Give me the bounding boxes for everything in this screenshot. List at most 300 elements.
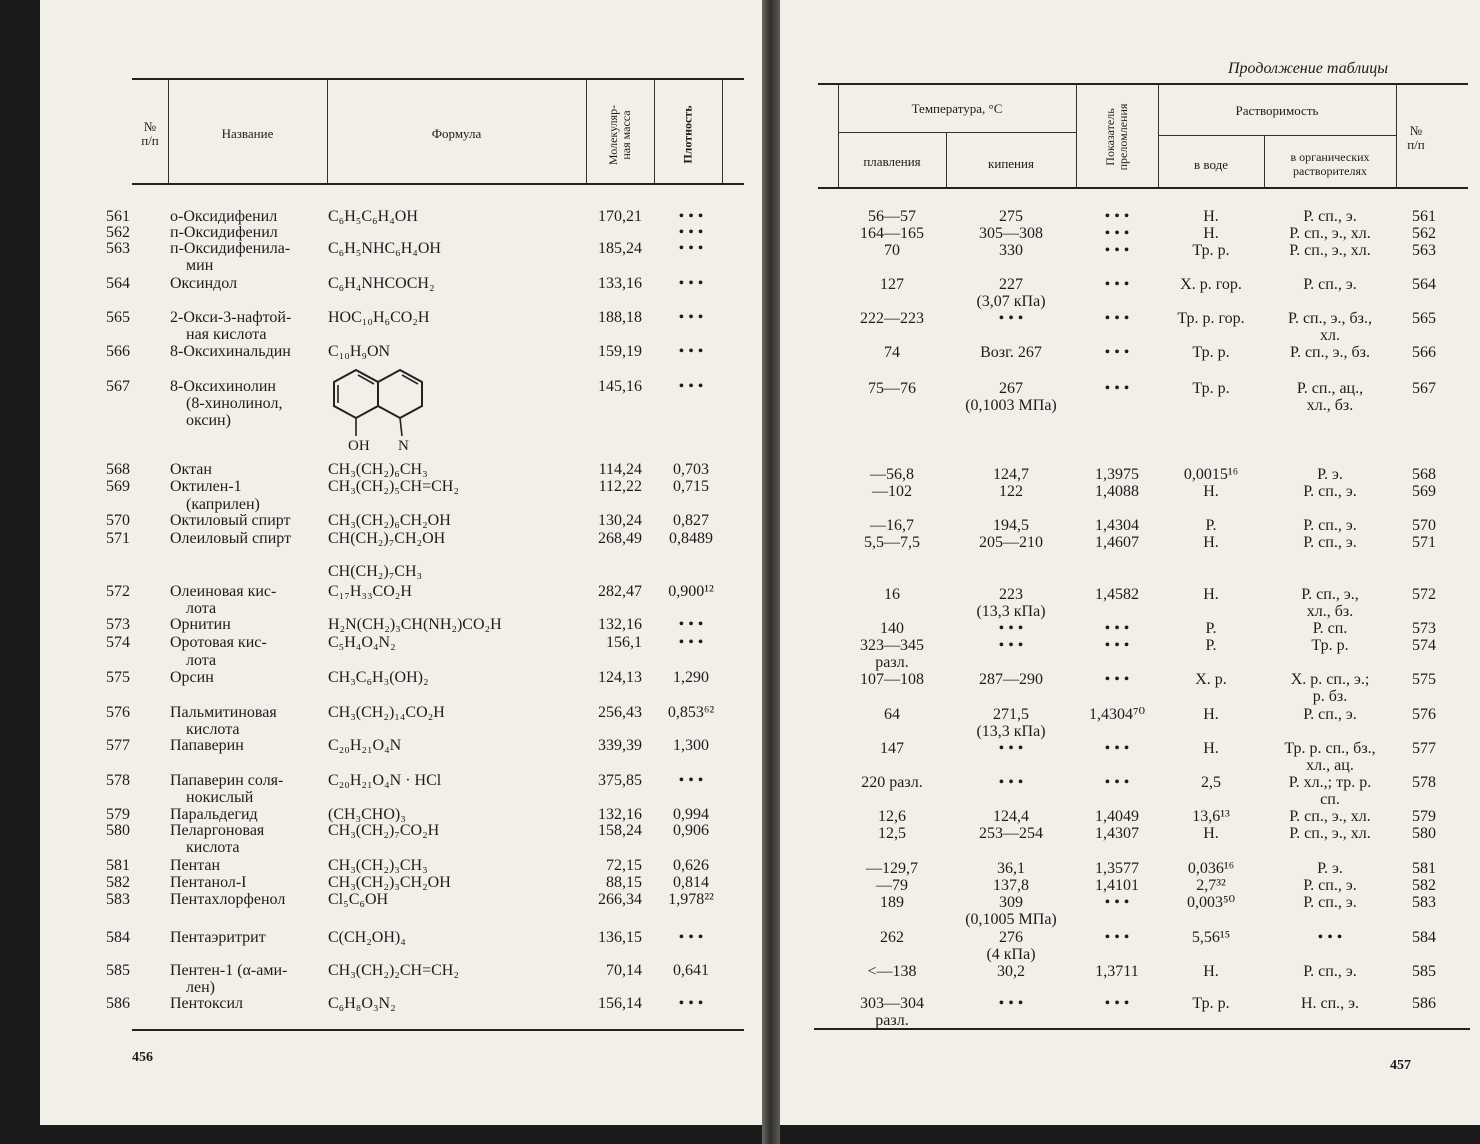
row-density: • • •	[678, 275, 704, 292]
row-melting: 56—57	[868, 208, 916, 225]
row-boiling: 276	[999, 929, 1023, 946]
right-page	[780, 0, 1480, 1125]
row-number: 579	[1412, 808, 1436, 825]
table-row	[780, 877, 1480, 894]
row-formula: CH(CH₂)₇CH₃	[328, 563, 423, 580]
row-melting: —129,7	[866, 860, 918, 877]
row-organic: хл., ац.	[1306, 757, 1354, 774]
table-row	[40, 512, 762, 529]
table-row	[40, 634, 762, 651]
row-formula: H₂N(CH₂)₃CH(NH₂)CO₂H	[328, 616, 502, 633]
table-row	[780, 808, 1480, 825]
table-row	[780, 380, 1480, 397]
row-melting: 74	[884, 344, 900, 361]
row-number: 564	[1412, 276, 1436, 293]
row-water: 0,036¹⁶	[1187, 860, 1235, 877]
table-row	[40, 616, 762, 633]
row-number: 580	[106, 822, 130, 839]
row-refraction: • • •	[1104, 310, 1130, 327]
row-refraction: 1,3711	[1095, 963, 1139, 980]
row-organic: р. бз.	[1312, 688, 1348, 705]
header-num: № п/п	[1407, 123, 1425, 152]
row-organic: Р. сп., э., хл.	[1289, 242, 1371, 259]
row-organic: Р. сп., э., хл.	[1289, 825, 1371, 842]
row-boiling: 205—210	[979, 534, 1043, 551]
table-row	[780, 225, 1480, 242]
row-density: 0,8489	[669, 530, 713, 547]
table-row	[780, 397, 1480, 414]
row-number: 566	[106, 343, 130, 360]
table-row	[40, 257, 762, 274]
row-water: Н.	[1203, 740, 1219, 757]
row-formula: CH₃(CH₂)₅CH=CH₂	[328, 478, 459, 495]
row-organic: Р. сп., ац.,	[1296, 380, 1364, 397]
row-number: 582	[1412, 877, 1436, 894]
table-row	[780, 534, 1480, 551]
row-formula: CH₃(CH₂)₂CH=CH₂	[328, 962, 459, 979]
row-formula: CH₃(CH₂)₆CH₂OH	[328, 512, 451, 529]
row-number: 570	[1412, 517, 1436, 534]
table-row	[780, 1012, 1480, 1029]
row-water: 2,7³²	[1196, 877, 1226, 894]
row-name: Олеиловый спирт	[170, 530, 292, 547]
header-temperature: Температура, °C	[911, 101, 1003, 116]
table-row	[40, 704, 762, 721]
row-number: 571	[1412, 534, 1436, 551]
row-formula: CH₃(CH₂)₇CO₂H	[328, 822, 440, 839]
row-boiling: Возг. 267	[980, 344, 1042, 361]
header-refraction: Показатель преломления	[1103, 103, 1130, 171]
row-number: 567	[1412, 380, 1436, 397]
header-boiling: кипения	[988, 156, 1034, 171]
row-mass: 145,16	[598, 378, 642, 395]
table-bottom-rule	[132, 1029, 744, 1031]
row-melting: разл.	[875, 1012, 909, 1029]
row-mass: 159,19	[598, 343, 642, 360]
row-number: 573	[1412, 620, 1436, 637]
row-number: 564	[106, 275, 130, 292]
row-mass: 156,1	[606, 634, 642, 651]
row-boiling: (0,1003 МПа)	[965, 397, 1057, 414]
row-refraction: • • •	[1104, 740, 1130, 757]
row-density: • • •	[678, 929, 704, 946]
table-row	[40, 839, 762, 856]
row-water: Тр. р. гор.	[1177, 310, 1245, 327]
row-boiling: 36,1	[997, 860, 1025, 877]
row-organic: Р. хл.,; тр. р.	[1288, 774, 1372, 791]
row-formula: C₁₇H₃₃CO₂H	[328, 583, 412, 600]
row-mass: 136,15	[598, 929, 642, 946]
row-density: 0,641	[673, 962, 709, 979]
row-density: 1,300	[673, 737, 709, 754]
page-number-left: 456	[132, 1050, 153, 1065]
row-number: 572	[1412, 586, 1436, 603]
table-row	[780, 208, 1480, 225]
row-number: 563	[1412, 242, 1436, 259]
row-boiling: 137,8	[993, 877, 1029, 894]
row-name: 8-Оксихинальдин	[170, 343, 291, 360]
row-name: Орсин	[170, 669, 214, 686]
table-row	[780, 586, 1480, 603]
row-number: 562	[106, 224, 130, 241]
row-name: п-Оксидифенила-	[170, 240, 291, 257]
row-name: Оксиндол	[170, 275, 238, 292]
row-organic: Р. сп., э.	[1303, 208, 1357, 225]
row-organic: хл., бз.	[1306, 397, 1354, 414]
row-boiling: 227	[999, 276, 1023, 293]
row-name: Пентахлорфенол	[170, 891, 286, 908]
row-number: 563	[106, 240, 130, 257]
row-boiling: (0,1005 МПа)	[965, 911, 1057, 928]
table-row	[780, 293, 1480, 310]
row-melting: 12,6	[878, 808, 906, 825]
row-formula: C₆H₈O₃N₂	[328, 995, 396, 1012]
row-number: 572	[106, 583, 130, 600]
row-melting: 75—76	[868, 380, 916, 397]
row-number: 577	[106, 737, 130, 754]
row-density: 0,703	[673, 461, 709, 478]
row-density: • • •	[678, 224, 704, 241]
table-row	[780, 740, 1480, 757]
table-row	[780, 774, 1480, 791]
row-melting: 220 разл.	[861, 774, 923, 791]
table-bottom-rule	[814, 1028, 1470, 1030]
row-number: 568	[106, 461, 130, 478]
row-mass: 130,24	[598, 512, 642, 529]
row-formula: CH₃(CH₂)₃CH₂OH	[328, 874, 451, 891]
row-density: 0,814	[673, 874, 709, 891]
table-row	[780, 706, 1480, 723]
row-organic: Р. сп., э.	[1303, 877, 1357, 894]
row-boiling: (4 кПа)	[986, 946, 1036, 963]
row-mass: 375,85	[598, 772, 642, 789]
table-row	[780, 671, 1480, 688]
table-row	[40, 275, 762, 292]
row-refraction: 1,3975	[1095, 466, 1139, 483]
table-row	[780, 603, 1480, 620]
table-row	[40, 929, 762, 946]
header-bottom-rule	[132, 183, 744, 185]
table-row	[780, 860, 1480, 877]
row-name: Пальмитиновая	[170, 704, 277, 721]
row-name: Октан	[170, 461, 212, 478]
row-melting: 222—223	[860, 310, 924, 327]
row-organic: Н. сп., э.	[1300, 995, 1360, 1012]
table-row	[780, 310, 1480, 327]
table-row	[780, 327, 1480, 344]
row-name: Пентаэритрит	[170, 929, 266, 946]
row-formula: C₆H₄NHCOCH₂	[328, 275, 435, 292]
row-formula: C₁₀H₉ON	[328, 343, 391, 360]
table-row	[780, 344, 1480, 361]
row-refraction: 1,4304	[1095, 517, 1139, 534]
row-name: лен)	[186, 979, 215, 996]
row-name: ная кислота	[186, 326, 267, 343]
row-formula: C₂₀H₂₁O₄N	[328, 737, 402, 754]
row-mass: 88,15	[606, 874, 642, 891]
row-mass: 114,24	[598, 461, 642, 478]
row-number: 585	[106, 962, 130, 979]
row-refraction: • • •	[1104, 276, 1130, 293]
row-boiling: • • •	[998, 620, 1024, 637]
table-row	[780, 929, 1480, 946]
row-number: 586	[1412, 995, 1436, 1012]
row-melting: 16	[884, 586, 900, 603]
row-boiling: (3,07 кПа)	[976, 293, 1046, 310]
row-melting: 140	[880, 620, 904, 637]
table-row	[40, 874, 762, 891]
table-row	[780, 483, 1480, 500]
row-number: 584	[106, 929, 130, 946]
row-name: Папаверин	[170, 737, 244, 754]
structure-oh-label: OH	[348, 438, 370, 454]
row-boiling: 124,7	[993, 466, 1029, 483]
row-name: лота	[186, 652, 217, 669]
row-water: Тр. р.	[1192, 242, 1230, 259]
row-refraction: • • •	[1104, 774, 1130, 791]
header-melting: плавления	[863, 154, 921, 169]
row-refraction: • • •	[1104, 671, 1130, 688]
row-refraction: 1,4307	[1095, 825, 1139, 842]
row-boiling: 271,5	[993, 706, 1029, 723]
row-name: кислота	[186, 839, 240, 856]
row-number: 575	[106, 669, 130, 686]
row-boiling: (13,3 кПа)	[976, 603, 1046, 620]
row-number: 561	[106, 208, 130, 225]
table-row	[40, 530, 762, 547]
row-number: 561	[1412, 208, 1436, 225]
row-number: 583	[106, 891, 130, 908]
row-number: 562	[1412, 225, 1436, 242]
header-name: Название	[221, 126, 274, 141]
row-density: 0,827	[673, 512, 709, 529]
row-refraction: • • •	[1104, 995, 1130, 1012]
row-melting: 64	[884, 706, 900, 723]
row-density: 1,290	[673, 669, 709, 686]
table-row	[40, 496, 762, 513]
table-row	[40, 240, 762, 257]
row-organic: хл.	[1320, 327, 1340, 344]
row-melting: 12,5	[878, 825, 906, 842]
row-organic: Тр. р. сп., бз.,	[1284, 740, 1376, 757]
table-row	[780, 911, 1480, 928]
row-refraction: • • •	[1104, 208, 1130, 225]
row-refraction: • • •	[1104, 929, 1130, 946]
row-melting: 147	[880, 740, 904, 757]
row-name: Пентен-1 (α-ами-	[170, 962, 288, 979]
row-refraction: 1,4049	[1095, 808, 1139, 825]
row-number: 584	[1412, 929, 1436, 946]
table-row	[40, 962, 762, 979]
row-boiling: • • •	[998, 740, 1024, 757]
row-density: • • •	[678, 772, 704, 789]
row-number: 578	[106, 772, 130, 789]
row-organic: Х. р. сп., э.;	[1290, 671, 1370, 688]
row-name: (каприлен)	[186, 496, 260, 513]
table-top-rule	[132, 78, 744, 80]
table-row	[40, 600, 762, 617]
header-organic: в органических растворителях	[1290, 150, 1370, 178]
row-melting: разл.	[875, 654, 909, 671]
row-name: Папаверин соля-	[170, 772, 284, 789]
header-solubility: Растворимость	[1235, 103, 1319, 118]
table-row	[40, 583, 762, 600]
row-mass: 170,21	[598, 208, 642, 225]
table-row	[780, 620, 1480, 637]
row-organic: Р. сп., э.	[1303, 963, 1357, 980]
row-organic: Р. сп., э.	[1303, 276, 1357, 293]
table-row	[780, 688, 1480, 705]
table-row	[780, 466, 1480, 483]
header-sub-rule	[838, 132, 1076, 133]
row-mass: 72,15	[606, 857, 642, 874]
row-name: кислота	[186, 721, 240, 738]
row-boiling: 287—290	[979, 671, 1043, 688]
row-water: Х. р.	[1195, 671, 1227, 688]
row-organic: Р. сп.	[1312, 620, 1348, 637]
row-melting: —79	[876, 877, 908, 894]
row-melting: <—138	[867, 963, 917, 980]
row-water: 5,56¹⁵	[1191, 929, 1231, 946]
table-row	[780, 637, 1480, 654]
table-row	[40, 208, 762, 225]
row-water: Н.	[1203, 706, 1219, 723]
table-row	[40, 652, 762, 669]
row-water: Тр. р.	[1192, 344, 1230, 361]
row-organic: Р. э.	[1317, 466, 1343, 483]
row-number: 576	[106, 704, 130, 721]
row-mass: 133,16	[598, 275, 642, 292]
row-organic: Р. сп., э., бз.	[1290, 344, 1370, 361]
table-row	[40, 563, 762, 580]
row-water: 0,0015¹⁶	[1183, 466, 1239, 483]
table-row	[40, 772, 762, 789]
row-density: 0,626	[673, 857, 709, 874]
table-row	[780, 946, 1480, 963]
row-number: 581	[1412, 860, 1436, 877]
row-formula: CH₃(CH₂)₆CH₃	[328, 461, 428, 478]
row-boiling: • • •	[998, 310, 1024, 327]
row-boiling: 30,2	[997, 963, 1025, 980]
row-name: Октилен-1	[170, 478, 242, 495]
row-organic: Р. сп., э., хл.	[1289, 225, 1371, 242]
row-name: лота	[186, 600, 217, 617]
row-boiling: 309	[999, 894, 1023, 911]
row-organic: Р. э.	[1317, 860, 1343, 877]
row-density: • • •	[678, 208, 704, 225]
row-refraction: 1,3577	[1095, 860, 1139, 877]
row-water: Тр. р.	[1192, 995, 1230, 1012]
table-row	[780, 995, 1480, 1012]
row-boiling: 194,5	[993, 517, 1029, 534]
row-melting: —16,7	[870, 517, 914, 534]
row-mass: 112,22	[598, 478, 642, 495]
row-number: 586	[106, 995, 130, 1012]
row-density: 0,715	[673, 478, 709, 495]
left-page	[40, 0, 762, 1125]
table-row	[780, 517, 1480, 534]
table-row	[780, 654, 1480, 671]
row-mass: 282,47	[598, 583, 642, 600]
table-row	[40, 309, 762, 326]
row-water: 2,5	[1201, 774, 1221, 791]
row-refraction: 1,4304⁷⁰	[1089, 706, 1145, 723]
header-divider	[722, 80, 723, 183]
row-name: (8-хинолинол,	[186, 395, 283, 412]
header-divider	[1076, 85, 1077, 187]
page-number-right: 457	[1390, 1058, 1411, 1073]
row-water: Н.	[1203, 825, 1219, 842]
row-refraction: • • •	[1104, 344, 1130, 361]
row-formula: C₆H₅C₆H₄OH	[328, 208, 418, 225]
row-number: 579	[106, 806, 130, 823]
row-number: 570	[106, 512, 130, 529]
row-water: Р.	[1205, 620, 1217, 637]
row-organic: Тр. р.	[1311, 637, 1349, 654]
row-number: 576	[1412, 706, 1436, 723]
table-row	[780, 963, 1480, 980]
row-melting: 127	[880, 276, 904, 293]
row-boiling: • • •	[998, 637, 1024, 654]
book-gutter	[762, 0, 780, 1144]
row-boiling: • • •	[998, 774, 1024, 791]
row-density: • • •	[678, 309, 704, 326]
row-organic: Р. сп., э.	[1303, 894, 1357, 911]
header-bottom-rule	[818, 187, 1468, 189]
row-melting: 70	[884, 242, 900, 259]
header-water: в воде	[1194, 157, 1228, 172]
row-boiling: 223	[999, 586, 1023, 603]
row-water: Р.	[1205, 637, 1217, 654]
row-name: Пентанол-I	[170, 874, 247, 891]
row-water: Н.	[1203, 483, 1219, 500]
table-top-rule	[818, 83, 1468, 85]
header-density: Плотность	[680, 105, 695, 164]
row-number: 567	[106, 378, 130, 395]
row-boiling: 275	[999, 208, 1023, 225]
row-number: 573	[106, 616, 130, 633]
oxyquinoline-structure	[328, 366, 438, 456]
row-refraction: 1,4607	[1095, 534, 1139, 551]
row-melting: 107—108	[860, 671, 924, 688]
row-refraction: 1,4582	[1095, 586, 1139, 603]
row-boiling: 305—308	[979, 225, 1043, 242]
row-density: • • •	[678, 240, 704, 257]
row-melting: 189	[880, 894, 904, 911]
continuation-label: Продолжение таблицы	[1228, 60, 1389, 77]
row-mass: 132,16	[598, 616, 642, 633]
row-water: Н.	[1203, 534, 1219, 551]
row-water: Р.	[1205, 517, 1217, 534]
table-row	[780, 242, 1480, 259]
row-mass: 188,18	[598, 309, 642, 326]
row-formula: CH₃(CH₂)₃CH₃	[328, 857, 428, 874]
row-number: 575	[1412, 671, 1436, 688]
row-name: Октиловый спирт	[170, 512, 291, 529]
table-row	[40, 789, 762, 806]
row-refraction: • • •	[1104, 637, 1130, 654]
row-refraction: • • •	[1104, 894, 1130, 911]
row-formula: CH₃C₆H₃(OH)₂	[328, 669, 429, 686]
row-number: 585	[1412, 963, 1436, 980]
row-number: 580	[1412, 825, 1436, 842]
row-name: оксин)	[186, 412, 231, 429]
row-number: 574	[106, 634, 130, 651]
row-name: Оротовая кис-	[170, 634, 267, 651]
row-formula: HOC₁₀H₆CO₂H	[328, 309, 430, 326]
header-divider	[838, 85, 839, 187]
row-refraction: 1,4088	[1095, 483, 1139, 500]
